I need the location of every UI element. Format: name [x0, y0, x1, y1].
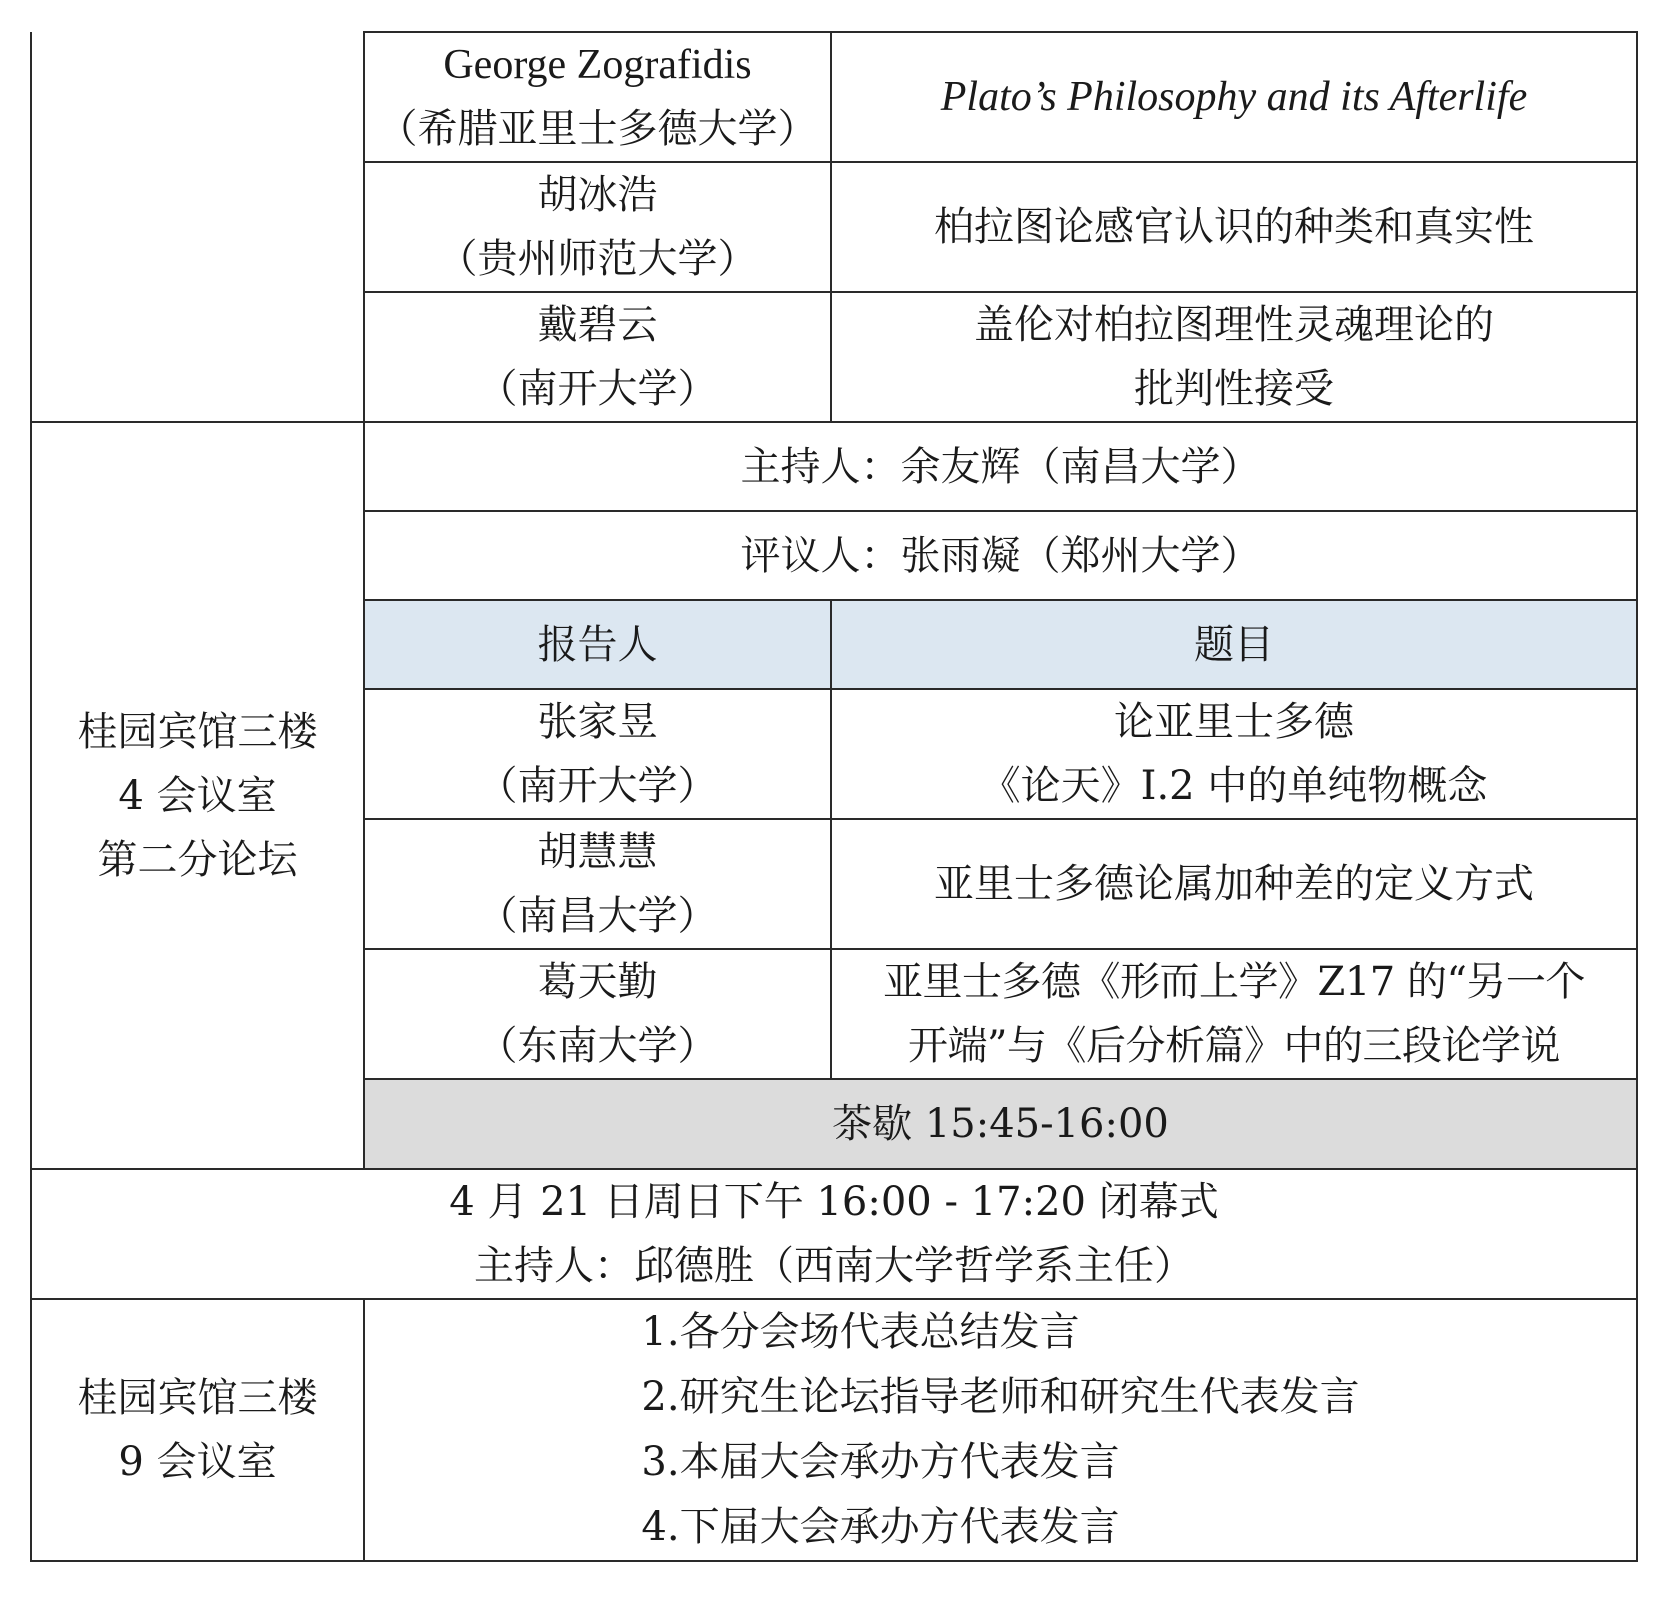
conference-schedule-table: [30, 31, 1638, 1562]
list-item: 4.下届大会承办方代表发言: [641, 1504, 1120, 1550]
speaker-cell: [364, 819, 831, 949]
talk-title-line-2: 批判性接受: [1134, 366, 1334, 412]
commentator-cell: 评议人：张雨凝（郑州大学）: [364, 511, 1637, 600]
speaker-affiliation: （南开大学）: [477, 366, 718, 412]
talk-title: Plato’s Philosophy and its Afterlife: [940, 74, 1528, 120]
speaker-cell: [364, 689, 831, 819]
closing-agenda-row: [31, 1299, 1637, 1561]
tea-break-label: 茶歇 15:45-16:00: [364, 1079, 1637, 1169]
speaker-affiliation: （南昌大学）: [477, 893, 718, 939]
closing-time: 4 月 21 日周日下午 16:00 - 17:20 闭幕式: [449, 1179, 1219, 1225]
table-row: [31, 422, 1637, 511]
title-cell: [831, 292, 1637, 422]
forum-name: 第二分论坛: [97, 836, 298, 883]
title-cell: [831, 162, 1637, 292]
speaker-affiliation: （希腊亚里士多德大学）: [377, 106, 818, 152]
list-item: 1.各分会场代表总结发言: [641, 1309, 1080, 1355]
room-name: 桂园宾馆三楼: [77, 708, 318, 755]
talk-title-line-2: 《论天》I.2 中的单纯物概念: [980, 763, 1488, 809]
list-item: 2.研究生论坛指导老师和研究生代表发言: [641, 1374, 1360, 1420]
speaker-cell: [364, 32, 831, 162]
speaker-cell: [364, 292, 831, 422]
closing-room-cell: [31, 1299, 364, 1561]
closing-host: 主持人：邱德胜（西南大学哲学系主任）: [474, 1243, 1194, 1289]
list-item: 3.本届大会承办方代表发言: [641, 1439, 1120, 1485]
speaker-affiliation: （贵州师范大学）: [437, 236, 758, 282]
speaker-name: 张家昱: [537, 699, 658, 745]
closing-info-cell: [31, 1169, 1637, 1299]
talk-title-line-2: 开端”与《后分析篇》中的三段论学说: [908, 1023, 1560, 1069]
title-cell: [831, 949, 1637, 1079]
closing-agenda-cell: [364, 1299, 1637, 1561]
speaker-cell: [364, 949, 831, 1079]
speaker-name: 胡冰浩: [537, 172, 658, 218]
speaker-name: 胡慧慧: [537, 829, 658, 875]
speaker-affiliation: （东南大学）: [477, 1023, 718, 1069]
header-speaker: 报告人: [364, 600, 831, 689]
closing-info-row: [31, 1169, 1637, 1299]
talk-title-line-1: 论亚里士多德: [1114, 699, 1354, 745]
host-cell: 主持人：余友辉（南昌大学）: [364, 422, 1637, 511]
speaker-cell: [364, 162, 831, 292]
speaker-name: George Zografidis: [443, 42, 752, 88]
room-cell-empty: [31, 32, 364, 422]
room-number: 4 会议室: [118, 772, 277, 819]
room-cell: [31, 422, 364, 1169]
speaker-name: 戴碧云: [537, 302, 658, 348]
title-cell: [831, 819, 1637, 949]
title-cell: [831, 689, 1637, 819]
title-cell: [831, 32, 1637, 162]
speaker-name: 葛天勤: [537, 959, 658, 1005]
header-title: 题目: [831, 600, 1637, 689]
talk-title: 柏拉图论感官认识的种类和真实性: [934, 204, 1534, 250]
speaker-affiliation: （南开大学）: [477, 763, 718, 809]
agenda-list: [641, 1300, 1359, 1560]
room-number: 9 会议室: [118, 1439, 277, 1485]
table-row: [31, 32, 1637, 162]
talk-title-line-1: 亚里士多德《形而上学》Z17 的“另一个: [883, 959, 1585, 1005]
talk-title-line-1: 盖伦对柏拉图理性灵魂理论的: [974, 302, 1494, 348]
talk-title: 亚里士多德论属加种差的定义方式: [934, 861, 1534, 907]
room-name: 桂园宾馆三楼: [77, 1375, 318, 1421]
